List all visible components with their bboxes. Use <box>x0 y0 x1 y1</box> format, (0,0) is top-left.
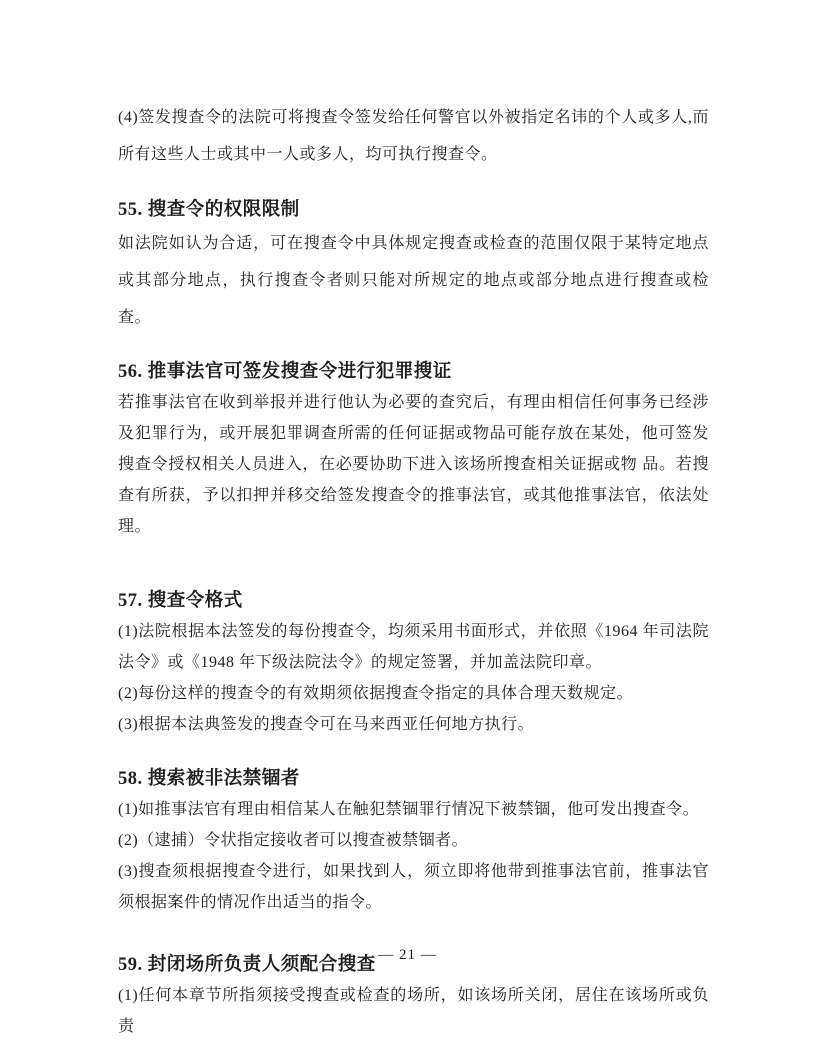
section-heading: 57. 搜查令格式 <box>118 591 243 611</box>
section-heading: 59. 封闭场所负责人须配合搜查 <box>118 955 376 975</box>
section-57 <box>118 586 709 740</box>
section-55 <box>118 195 709 336</box>
section-paragraph: 若推事法官在收到举报并进行他认为必要的查究后，有理由相信任何事务已经涉及犯罪行为，或开展犯罪调查所需的任何证据或物品可能存放在某处，他可签发搜查令授权相关人员进入，在必要协助下进入该场所搜查相关证据或物 品。若搜查有所获，予以扣押并移交给签发搜查令的推事法官，或其他推事法官，依法处理。 <box>118 394 709 535</box>
section-paragraph: (1)如推事法官有理由相信某人在触犯禁锢罪行情况下被禁锢，他可发出搜查令。 <box>118 801 700 818</box>
section-heading: 55. 搜查令的权限限制 <box>118 200 300 220</box>
section-56 <box>118 357 709 542</box>
section-paragraph: (1)法院根据本法签发的每份搜查令，均须采用书面形式，并依照《1964 年司法院法令》或《1948 年下级法院法令》的规定签署，并加盖法院印章。 <box>118 623 709 671</box>
section-paragraph: (3)根据本法典签发的搜查令可在马来西亚任何地方执行。 <box>118 716 535 733</box>
section-paragraph: (3)搜查须根据搜查令进行，如果找到人，须立即将他带到推事法官前，推事法官须根据案件的情况作出适当的指令。 <box>118 863 709 911</box>
section-paragraph: (2)（逮捕）令状指定接收者可以搜查被禁锢者。 <box>118 832 469 849</box>
section-58 <box>118 764 709 918</box>
page-number: — 21 — <box>378 947 437 963</box>
section-paragraph: 如法院如认为合适，可在搜查令中具体规定搜查或检查的范围仅限于某特定地点或其部分地点，执行搜查令者则只能对所规定的地点或部分地点进行搜查或检查。 <box>118 235 709 326</box>
lead-paragraph: (4)签发搜查令的法院可将搜查令签发给任何警官以外被指定名讳的个人或多人,而所有这些人士或其中一人或多人，均可执行搜查令。 <box>118 109 709 163</box>
section-paragraph: (2)每份这样的搜查令的有效期须依据搜查令指定的具体合理天数规定。 <box>118 685 634 702</box>
section-heading: 56. 推事法官可签发搜查令进行犯罪搜证 <box>118 362 452 382</box>
section-paragraph: (1)任何本章节所指须接受搜查或检查的场所，如该场所关闭，居住在该场所或负责 <box>118 987 709 1035</box>
section-heading: 58. 搜索被非法禁锢者 <box>118 769 300 789</box>
